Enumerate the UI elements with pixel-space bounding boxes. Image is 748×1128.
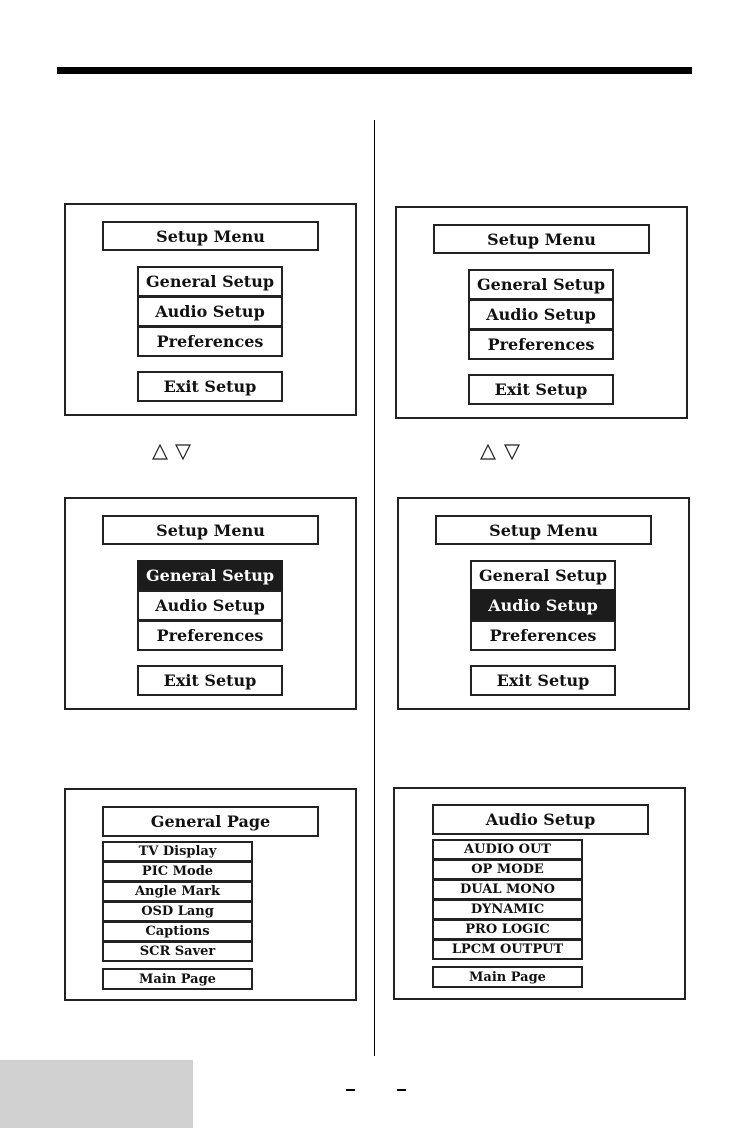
column-divider — [374, 120, 375, 1056]
general-setup-item[interactable]: General Setup — [137, 266, 283, 297]
footer-dash — [397, 1089, 406, 1091]
audio-setup-panel — [393, 787, 686, 1000]
audio-setup-item[interactable]: Audio Setup — [137, 296, 283, 327]
audio-out-item[interactable]: AUDIO OUT — [432, 839, 583, 860]
general-setup-item[interactable]: General Setup — [468, 269, 614, 300]
up-triangle-icon — [480, 444, 496, 460]
setup-menu-title: Setup Menu — [435, 515, 652, 545]
setup-menu-title: Setup Menu — [102, 515, 319, 545]
setup-menu-panel — [64, 497, 357, 710]
captions-item[interactable]: Captions — [102, 921, 253, 942]
pro-logic-item[interactable]: PRO LOGIC — [432, 919, 583, 940]
header-rule — [57, 67, 692, 74]
page-tab-block — [0, 1060, 193, 1128]
exit-setup-button[interactable]: Exit Setup — [468, 374, 614, 405]
op-mode-item[interactable]: OP MODE — [432, 859, 583, 880]
osd-lang-item[interactable]: OSD Lang — [102, 901, 253, 922]
preferences-item[interactable]: Preferences — [468, 329, 614, 360]
main-page-button[interactable]: Main Page — [432, 966, 583, 988]
setup-menu-title: Setup Menu — [102, 221, 319, 251]
audio-setup-item[interactable]: Audio Setup — [468, 299, 614, 330]
general-page-title: General Page — [102, 806, 319, 837]
exit-setup-button[interactable]: Exit Setup — [137, 371, 283, 402]
footer-dash — [346, 1089, 355, 1091]
audio-setup-item[interactable]: Audio Setup — [470, 590, 616, 621]
preferences-item[interactable]: Preferences — [470, 620, 616, 651]
main-page-button[interactable]: Main Page — [102, 968, 253, 990]
general-setup-item[interactable]: General Setup — [470, 560, 616, 591]
exit-setup-button[interactable]: Exit Setup — [137, 665, 283, 696]
scr-saver-item[interactable]: SCR Saver — [102, 941, 253, 962]
setup-menu-panel — [397, 497, 690, 710]
audio-setup-item[interactable]: Audio Setup — [137, 590, 283, 621]
exit-setup-button[interactable]: Exit Setup — [470, 665, 616, 696]
dual-mono-item[interactable]: DUAL MONO — [432, 879, 583, 900]
general-setup-item[interactable]: General Setup — [137, 560, 283, 591]
down-triangle-icon — [504, 444, 520, 460]
general-page-panel — [64, 788, 357, 1001]
preferences-item[interactable]: Preferences — [137, 326, 283, 357]
lpcm-output-item[interactable]: LPCM OUTPUT — [432, 939, 583, 960]
tv-display-item[interactable]: TV Display — [102, 841, 253, 862]
pic-mode-item[interactable]: PIC Mode — [102, 861, 253, 882]
setup-menu-title: Setup Menu — [433, 224, 650, 254]
setup-menu-panel — [395, 206, 688, 419]
setup-menu-panel — [64, 203, 357, 416]
down-triangle-icon — [175, 444, 191, 460]
audio-setup-title: Audio Setup — [432, 804, 649, 835]
dynamic-item[interactable]: DYNAMIC — [432, 899, 583, 920]
angle-mark-item[interactable]: Angle Mark — [102, 881, 253, 902]
preferences-item[interactable]: Preferences — [137, 620, 283, 651]
up-triangle-icon — [152, 444, 168, 460]
